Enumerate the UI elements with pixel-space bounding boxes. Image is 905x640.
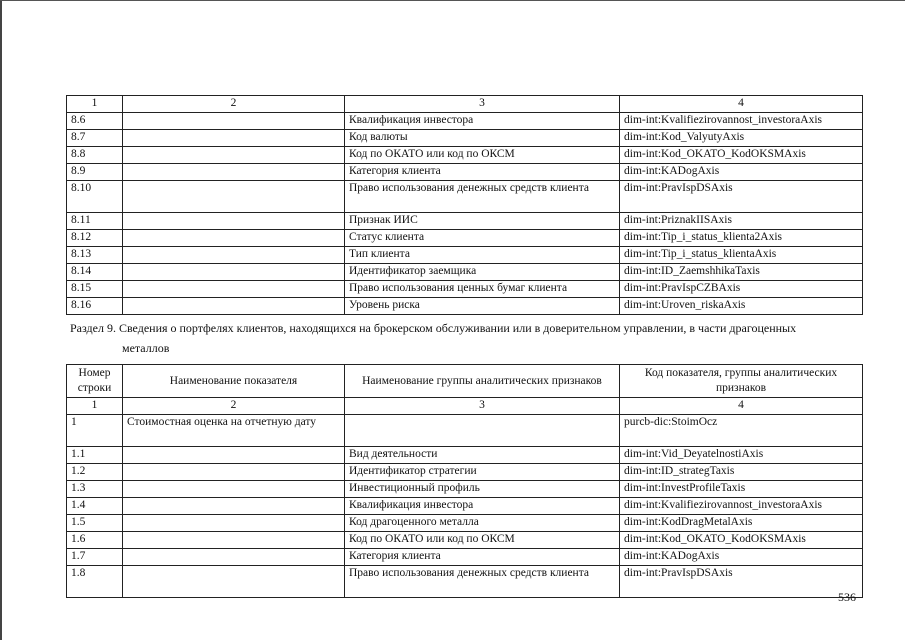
row-number-cell: 1.6 — [67, 532, 123, 549]
row-number-cell: 1 — [67, 415, 123, 447]
header-row-number: Номер строки — [67, 365, 123, 398]
code-cell: dim-int:Kvalifiezirovannost_investoraAxis — [620, 498, 863, 515]
code-cell: dim-int:Kod_OKATO_KodOKSMAxis — [620, 532, 863, 549]
indicator-name-cell — [123, 247, 345, 264]
code-cell: dim-int:Kvalifiezirovannost_investoraAxis — [620, 113, 863, 130]
indicator-name-cell — [123, 532, 345, 549]
section-9-title — [70, 318, 870, 358]
table-row — [67, 566, 863, 598]
indicator-name-cell — [123, 130, 345, 147]
indicator-name-cell — [123, 566, 345, 598]
indicator-name-cell — [123, 164, 345, 181]
row-number-cell: 8.13 — [67, 247, 123, 264]
section-title-line: металлов — [122, 341, 170, 355]
table-row — [67, 147, 863, 164]
indicator-name-cell — [123, 515, 345, 532]
group-name-cell: Право использования денежных средств клиента — [345, 181, 620, 213]
row-number-cell: 8.15 — [67, 281, 123, 298]
code-cell: dim-int:Tip_i_status_klienta2Axis — [620, 230, 863, 247]
row-number-cell: 1.2 — [67, 464, 123, 481]
column-numbers-row — [67, 398, 863, 415]
code-cell: dim-int:Tip_i_status_klientaAxis — [620, 247, 863, 264]
code-cell: dim-int:KADogAxis — [620, 549, 863, 566]
row-number-cell: 8.16 — [67, 298, 123, 315]
column-number: 1 — [67, 96, 123, 113]
group-name-cell: Идентификатор стратегии — [345, 464, 620, 481]
group-name-cell: Квалификация инвестора — [345, 113, 620, 130]
table-row — [67, 130, 863, 147]
code-cell: dim-int:PravIspDSAxis — [620, 566, 863, 598]
table-row — [67, 415, 863, 447]
table-row — [67, 549, 863, 566]
code-cell: dim-int:PravIspCZBAxis — [620, 281, 863, 298]
group-name-cell: Код по ОКАТО или код по ОКСМ — [345, 147, 620, 164]
group-name-cell — [345, 415, 620, 447]
column-number: 3 — [345, 398, 620, 415]
table-row — [67, 164, 863, 181]
row-number-cell: 8.9 — [67, 164, 123, 181]
row-number-cell: 8.11 — [67, 213, 123, 230]
group-name-cell: Уровень риска — [345, 298, 620, 315]
code-cell: dim-int:KodDragMetalAxis — [620, 515, 863, 532]
row-number-cell: 1.5 — [67, 515, 123, 532]
table-row — [67, 464, 863, 481]
indicator-name-cell — [123, 230, 345, 247]
code-cell: dim-int:Kod_OKATO_KodOKSMAxis — [620, 147, 863, 164]
indicator-name-cell — [123, 213, 345, 230]
page-number: 536 — [838, 590, 856, 604]
table-row — [67, 447, 863, 464]
indicator-name-cell — [123, 113, 345, 130]
row-number-cell: 1.3 — [67, 481, 123, 498]
row-number-cell: 8.8 — [67, 147, 123, 164]
row-number-cell: 8.7 — [67, 130, 123, 147]
indicator-name-cell — [123, 447, 345, 464]
column-number: 2 — [123, 96, 345, 113]
group-name-cell: Тип клиента — [345, 247, 620, 264]
indicator-name-cell — [123, 549, 345, 566]
row-number-cell: 1.1 — [67, 447, 123, 464]
group-name-cell: Код валюты — [345, 130, 620, 147]
indicator-name-cell — [123, 147, 345, 164]
column-number: 1 — [67, 398, 123, 415]
row-number-cell: 8.12 — [67, 230, 123, 247]
group-name-cell: Код по ОКАТО или код по ОКСМ — [345, 532, 620, 549]
group-name-cell: Квалификация инвестора — [345, 498, 620, 515]
indicator-name-cell — [123, 498, 345, 515]
group-name-cell: Категория клиента — [345, 549, 620, 566]
code-cell: dim-int:Uroven_riskaAxis — [620, 298, 863, 315]
table-row — [67, 213, 863, 230]
group-name-cell: Право использования денежных средств клиента — [345, 566, 620, 598]
column-number: 2 — [123, 398, 345, 415]
row-number-cell: 8.10 — [67, 181, 123, 213]
code-cell: dim-int:Kod_ValyutyAxis — [620, 130, 863, 147]
group-name-cell: Статус клиента — [345, 230, 620, 247]
row-number-cell: 8.14 — [67, 264, 123, 281]
code-cell: purcb-dic:StoimOcz — [620, 415, 863, 447]
group-name-cell: Категория клиента — [345, 164, 620, 181]
indicator-name-cell — [123, 464, 345, 481]
row-number-cell: 1.8 — [67, 566, 123, 598]
group-name-cell: Право использования ценных бумаг клиента — [345, 281, 620, 298]
indicator-name-cell — [123, 281, 345, 298]
code-cell: dim-int:KADogAxis — [620, 164, 863, 181]
header-indicator-name: Наименование показателя — [123, 365, 345, 398]
column-number: 4 — [620, 96, 863, 113]
code-cell: dim-int:PravIspDSAxis — [620, 181, 863, 213]
table-row — [67, 298, 863, 315]
indicator-name-cell — [123, 264, 345, 281]
header-group-name: Наименование группы аналитических признаков — [345, 365, 620, 398]
section-title-line: Раздел 9. Сведения о портфелях клиентов, находящихся на брокерском обслуживании или в доверительном управлении, в части драгоценных — [70, 321, 797, 335]
group-name-cell: Идентификатор заемщика — [345, 264, 620, 281]
code-cell: dim-int:Vid_DeyatelnostiAxis — [620, 447, 863, 464]
header-code: Код показателя, группы аналитических признаков — [620, 365, 863, 398]
table-section-9 — [66, 364, 863, 598]
code-cell: dim-int:PriznakIISAxis — [620, 213, 863, 230]
table-row — [67, 498, 863, 515]
table-header-row — [67, 96, 863, 113]
table-row — [67, 481, 863, 498]
group-name-cell: Код драгоценного металла — [345, 515, 620, 532]
code-cell: dim-int:ID_ZaemshhikaTaxis — [620, 264, 863, 281]
row-number-cell: 1.4 — [67, 498, 123, 515]
page-left-border — [0, 0, 2, 640]
table-row — [67, 113, 863, 130]
table-header-row — [67, 365, 863, 398]
group-name-cell: Инвестиционный профиль — [345, 481, 620, 498]
indicator-name-cell — [123, 298, 345, 315]
code-cell: dim-int:InvestProfileTaxis — [620, 481, 863, 498]
row-number-cell: 1.7 — [67, 549, 123, 566]
indicator-name-cell — [123, 181, 345, 213]
column-number: 4 — [620, 398, 863, 415]
table-row — [67, 247, 863, 264]
group-name-cell: Признак ИИС — [345, 213, 620, 230]
table-row — [67, 515, 863, 532]
code-cell: dim-int:ID_strategTaxis — [620, 464, 863, 481]
indicator-name-cell: Стоимостная оценка на отчетную дату — [123, 415, 345, 447]
column-number: 3 — [345, 96, 620, 113]
table-row — [67, 181, 863, 213]
table-row — [67, 532, 863, 549]
row-number-cell: 8.6 — [67, 113, 123, 130]
group-name-cell: Вид деятельности — [345, 447, 620, 464]
table-section-8-continuation — [66, 95, 863, 315]
page-top-border — [0, 0, 905, 1]
table-row — [67, 230, 863, 247]
table-row — [67, 281, 863, 298]
indicator-name-cell — [123, 481, 345, 498]
table-row — [67, 264, 863, 281]
